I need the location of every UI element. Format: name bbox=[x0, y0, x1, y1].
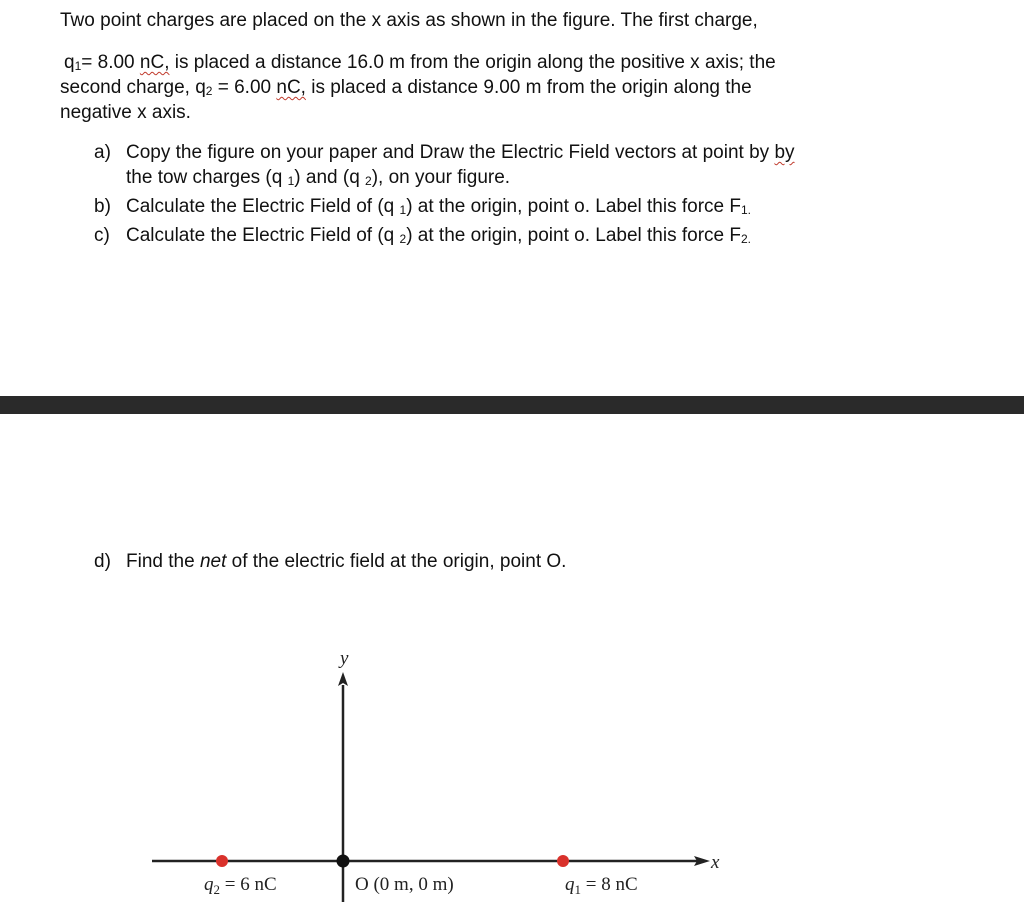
question-text: Copy the figure on your paper and Draw the Electric Field vectors at point by by the tow charges (q $_1$) and (q $_2$), on your figure. bbox=[126, 142, 795, 188]
q1-label: $q_1 = 8$ nC bbox=[565, 874, 638, 897]
intro-line-2: $q_1= 8.00$ nC, is placed a distance 16.0 m from the origin along the positive x axis; the bbox=[64, 52, 776, 73]
origin-dot bbox=[337, 855, 350, 868]
x-axis-label: x bbox=[711, 852, 720, 873]
question-text: Calculate the Electric Field of (q $_2$) at the origin, point o. Label this force $F_{2.}$ bbox=[126, 225, 752, 246]
charge-q1-dot bbox=[557, 855, 569, 867]
charge-q2-dot bbox=[216, 855, 228, 867]
spell-flag-nc-2: nC, bbox=[276, 77, 306, 98]
question-letter: a) bbox=[94, 142, 111, 163]
intro-line-3: second charge, $q_2 = 6.00$ nC, is placed a distance 9.00 m from the origin along the bbox=[60, 77, 752, 98]
spell-flag-by: by bbox=[774, 142, 795, 163]
y-axis-arrow-icon bbox=[338, 672, 348, 686]
origin-label: O (0 m, 0 m) bbox=[355, 874, 454, 895]
question-letter: b) bbox=[94, 196, 111, 217]
spell-flag-nc-1: nC, bbox=[139, 52, 170, 73]
question-letter: c) bbox=[94, 225, 110, 246]
y-axis-label: y bbox=[340, 648, 349, 669]
intro-line-1: Two point charges are placed on the x axis as shown in the figure. The first charge, bbox=[60, 10, 758, 31]
question-text: Calculate the Electric Field of (q $_1$) at the origin, point o. Label this force $F_{1.}$ bbox=[126, 196, 752, 217]
intro-line-4: negative x axis. bbox=[60, 102, 191, 123]
q2-label: $q_2 = 6$ nC bbox=[204, 874, 277, 897]
question-text: Find the net of the electric field at the origin, point O. bbox=[126, 551, 567, 572]
question-letter: d) bbox=[94, 551, 111, 572]
